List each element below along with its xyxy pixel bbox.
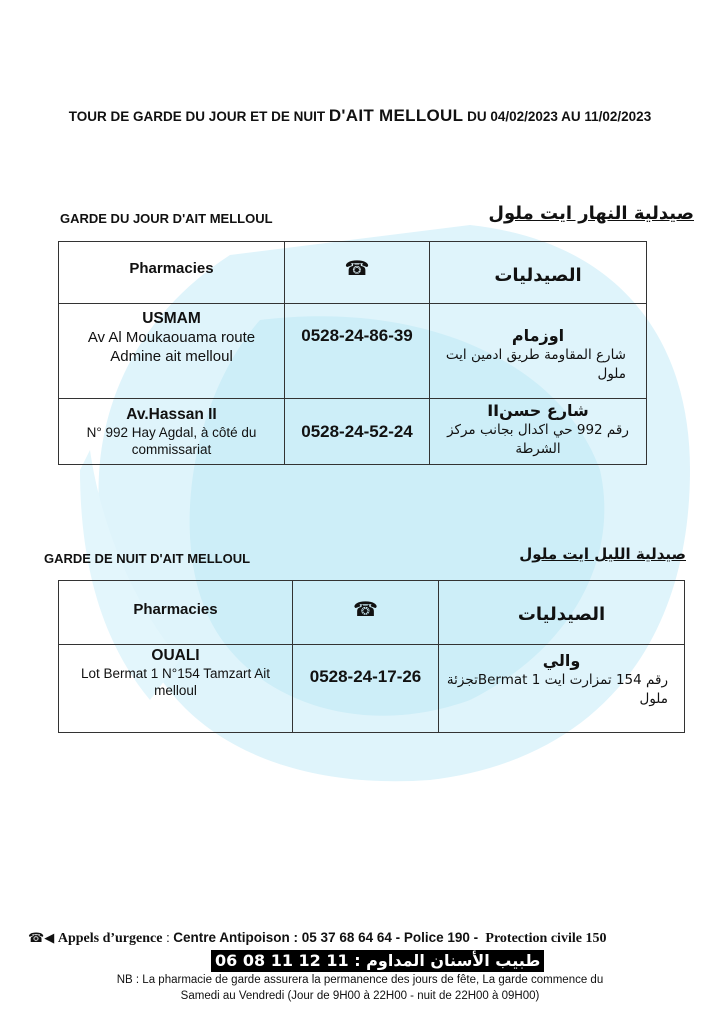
pharmacy-name: USMAM — [142, 310, 201, 327]
header-phone — [285, 242, 430, 304]
pharmacy-phone: 0528-24-52-24 — [285, 399, 430, 465]
night-heading-fr: GARDE DE NUIT D'AIT MELLOUL — [44, 551, 251, 566]
centre-antipoison: Centre Antipoison : 05 37 68 64 64 - Police 190 - — [173, 930, 479, 945]
pharmacy-name: Av.Hassan II — [126, 405, 217, 423]
urgence-colon: : — [162, 930, 174, 945]
pharmacy-arabic-cell — [439, 645, 685, 733]
pharmacy-name-ar: شارع حسنII — [487, 401, 589, 420]
pharmacy-arabic-cell — [430, 304, 647, 399]
pharmacy-address-ar: شارع المقاومة طريق ادمين ايت ملول — [445, 347, 626, 382]
protection-civile: Protection civile 150 — [485, 931, 607, 946]
nb-line-2: Samedi au Vendredi (Jour de 9H00 à 22H00 - nuit de 22H00 à 09H00) — [180, 990, 540, 1002]
pharmacy-cell — [59, 645, 293, 733]
pharmacy-name-ar: اوزمام — [511, 326, 565, 345]
day-pharmacy-table — [58, 241, 647, 465]
pharmacy-cell — [59, 304, 285, 399]
table-header-row — [59, 581, 685, 645]
header-pharmacies: Pharmacies — [59, 242, 285, 304]
pharmacy-address: Av Al Moukaouama route Admine ait melloul — [87, 329, 256, 365]
pharmacy-address: N° 992 Hay Agdal, à côté du commissariat — [86, 424, 257, 457]
nb-note — [40, 972, 680, 1004]
pharmacy-phone: 0528-24-17-26 — [293, 645, 439, 733]
emergency-line — [28, 930, 708, 947]
urgence-label: Appels d’urgence — [57, 931, 163, 946]
night-heading-ar: صيدلية الليل ايت ملول — [519, 545, 686, 563]
pharmacy-cell — [59, 399, 285, 465]
pharmacy-name: OUALI — [151, 647, 200, 664]
table-row — [59, 399, 647, 465]
pharmacy-address-ar: رقم 154 تمزارت ايت Bermat 1تجزئة ملول — [446, 672, 668, 707]
header-arabic: الصيدليات — [430, 242, 647, 304]
header-phone — [293, 581, 439, 645]
table-row — [59, 645, 685, 733]
nb-line-1: NB : La pharmacie de garde assurera la permanence des jours de fête, La garde commence du — [116, 974, 604, 986]
table-header-row — [59, 242, 647, 304]
pharmacy-arabic-cell — [430, 399, 647, 465]
pharmacy-address: Lot Bermat 1 N°154 Tamzart Ait melloul — [81, 666, 270, 698]
dentist-banner: طبيب الأسنان المداوم : 11 12 11 08 06 — [211, 950, 544, 972]
pharmacy-name-ar: والي — [542, 651, 581, 670]
telephone-icon: ☎ — [353, 597, 378, 621]
page-title: TOUR DE GARDE DU JOUR ET DE NUIT D'AIT MELLOUL DU 04/02/2023 AU 11/02/2023 — [68, 106, 652, 125]
telephone-icon: ☎ — [344, 256, 370, 280]
header-arabic: الصيدليات — [439, 581, 685, 645]
table-row — [59, 304, 647, 399]
pharmacy-phone: 0528-24-86-39 — [285, 304, 430, 399]
day-heading-ar: صيدلية النهار ايت ملول — [488, 203, 694, 224]
night-pharmacy-table — [58, 580, 685, 733]
pharmacy-address-ar: رقم 992 حي اكدال بجانب مركز الشرطة — [447, 422, 629, 457]
phone-speaker-icon: ☎◀ — [28, 931, 55, 946]
header-pharmacies: Pharmacies — [59, 581, 293, 645]
day-heading-fr: GARDE DU JOUR D'AIT MELLOUL — [60, 211, 273, 226]
